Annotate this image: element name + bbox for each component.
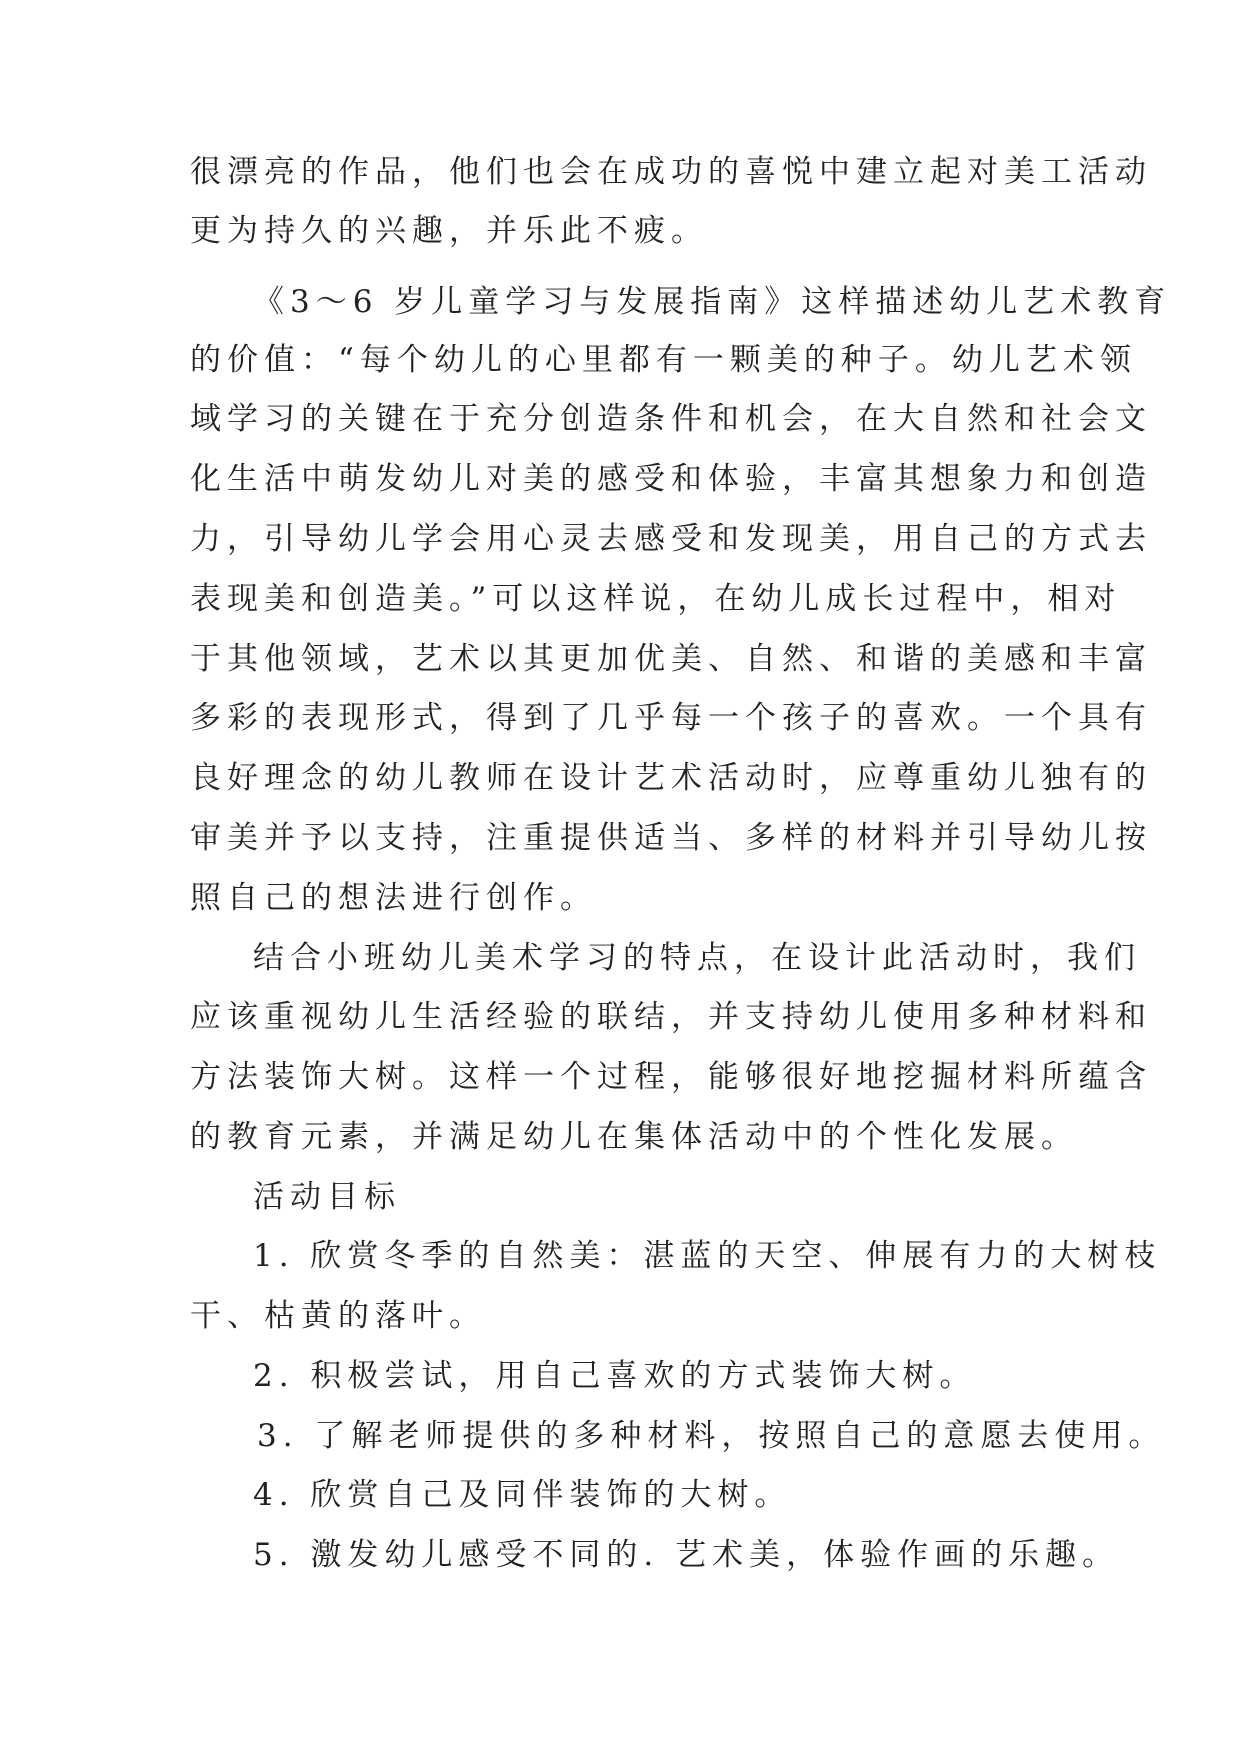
text-line: 照自己的想法进行创作。 (190, 880, 597, 916)
text-line: 的教育元素，并满足幼儿在集体活动中的个性化发展。 (190, 1119, 1078, 1155)
text-line: 更为持久的兴趣，并乐此不疲。 (190, 213, 708, 249)
text-line: 化生活中萌发幼儿对美的感受和体验，丰富其想象力和创造 (190, 461, 1152, 497)
list-item: 2. 积极尝试，用自己喜欢的方式装饰大树。 (253, 1358, 977, 1394)
text-line: 《3～6 岁儿童学习与发展指南》这样描述幼儿艺术教育 (253, 284, 1172, 320)
text-line: 的价值：“每个幼儿的心里都有一颗美的种子。幼儿艺术领 (190, 342, 1137, 378)
list-item: 4. 欣赏自己及同伴装饰的大树。 (253, 1477, 792, 1513)
text-line: 力，引导幼儿学会用心灵去感受和发现美，用自己的方式去 (190, 521, 1152, 557)
text-line: 域学习的关键在于充分创造条件和机会，在大自然和社会文 (190, 401, 1152, 437)
list-item-continuation: 干、枯黄的落叶。 (190, 1298, 486, 1334)
text-line: 应该重视幼儿生活经验的联结，并支持幼儿使用多种材料和 (190, 999, 1152, 1035)
list-item: 5. 激发幼儿感受不同的. 艺术美，体验作画的乐趣。 (253, 1537, 1120, 1573)
section-heading: 活动目标 (253, 1179, 401, 1215)
text-line: 良好理念的幼儿教师在设计艺术活动时，应尊重幼儿独有的 (190, 760, 1152, 796)
text-line: 表现美和创造美。”可以这样说，在幼儿成长过程中，相对 (190, 581, 1122, 617)
text-line: 方法装饰大树。这样一个过程，能够很好地挖掘材料所蕴含 (190, 1059, 1152, 1095)
text-line: 很漂亮的作品，他们也会在成功的喜悦中建立起对美工活动 (190, 154, 1152, 190)
text-line: 多彩的表现形式，得到了几乎每一个孩子的喜欢。一个具有 (190, 700, 1152, 736)
text-line: 结合小班幼儿美术学习的特点，在设计此活动时，我们 (253, 940, 1141, 976)
list-item: 3. 了解老师提供的多种材料，按照自己的意愿去使用。 (257, 1418, 1166, 1454)
text-line: 审美并予以支持，注重提供适当、多样的材料并引导幼儿按 (190, 820, 1152, 856)
text-line: 于其他领域，艺术以其更加优美、自然、和谐的美感和丰富 (190, 641, 1152, 677)
list-item: 1. 欣赏冬季的自然美：湛蓝的天空、伸展有力的大树枝 (253, 1238, 1162, 1274)
